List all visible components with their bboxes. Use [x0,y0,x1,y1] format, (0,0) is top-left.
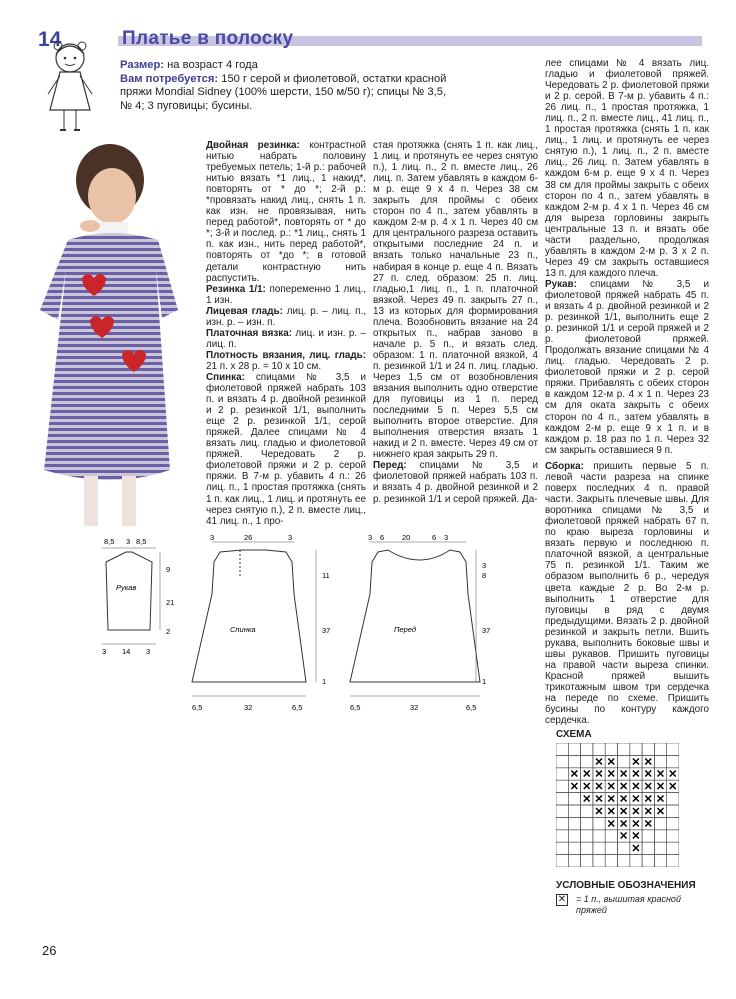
grid-cell [581,842,593,854]
paragraph [206,306,366,328]
stitch-mark: ✕ [631,843,641,856]
pattern-diagrams [80,530,510,720]
stitch-mark: ✕ [594,756,604,769]
paragraph [545,58,709,279]
section-text: контрастной нитью набрать половину требуемых петель; 1-й р.: рабочей нитью вязать *1 лиц., 1 накид*, повторять от * до *; 2-й р.: *провязать накид лиц., снять 1 п. как изн. не провязывая, нить перед работой*, повторять от * до *; 3-й и послед. р.: *1 лиц., снять 1 п. как изн., нить перед работой*, повторять от *до *; в готовой детали контрастную нить распустить. [206,140,366,284]
materials-value: 150 г серой и фиолетовой, остатки красной пряжи Mondial Sidney (100% шерсти, 150 м/50 г); спицы № 3,5, № 4; 3 пуговицы; бусины. [120,72,447,112]
grid-cell [618,755,630,767]
back-top-3: 3 [288,533,293,542]
stitch-mark: ✕ [618,830,629,843]
stitch-mark: ✕ [582,768,592,781]
section-label: Перед: [373,460,407,472]
back-bottom-1: 6,5 [192,703,203,712]
section-label: Сборка: [545,461,584,472]
paragraph [206,284,366,306]
stitch-mark: ✕ [594,781,604,794]
grid-cell [556,855,568,867]
section-text: лее спицами № 4 вязать лиц. гладью и фиолетовой пряжей. Чередовать 2 р. фиолетовой пряжи и 2 р. серой. В 7-м р. убавить 4 п.: 26 лиц. п., 1 простая протяжка, 1 лиц. п., 2 п. вместе лиц., 41 лиц. п., 1 простая протяжка (снять 1 п. как лиц., 1 лиц. и протянуть ее через снятую п.), 1 лиц. п., 2 п. вместе лиц., 26 лиц. п. Затем убавлять в каждом 6-м р. еще 9 х 4 п. Через 38 см для проймы закрыть с обеих сторон по 4 п., затем убавлять в каждом 2-м р. 4 х 1 п. Через 46 см для выреза горловины закрыть центральные 13 п. и вязать обе части раздельно, продолжая убавлять в каждом 2-м р. 3 х 2 п. Через 49 см закрыть оставшиеся 13 п. для каждого плеча. [545,58,709,279]
stitch-mark: ✕ [606,805,617,818]
paragraph [545,461,709,726]
stitch-mark: ✕ [606,781,617,794]
front-top-4: 6 [432,533,437,542]
paragraph [206,328,366,350]
front-right-1: 3 [482,561,487,570]
section-text: 21 п. х 28 р. = 10 х 10 см. [206,360,322,372]
stitch-mark: ✕ [594,793,604,806]
sleeve-top-2: 3 [126,537,131,546]
stitch-mark: ✕ [631,818,641,831]
dress-photo [30,140,198,526]
back-bottom-2: 32 [244,703,253,712]
grid-cell [593,830,605,842]
grid-cell [618,743,630,755]
sleeve-label: Рукав [116,583,137,592]
section-label: Спинка: [206,371,245,383]
stitch-mark: ✕ [668,768,678,781]
section-text: попеременно 1 лиц., 1 изн. [206,283,366,306]
grid-cell [581,755,593,767]
stitch-mark: ✕ [631,805,641,818]
section-label: Рукав: [545,278,577,290]
section-label: Лицевая гладь: [206,305,283,317]
paragraph [206,372,366,527]
sleeve-top-1: 8,5 [104,537,115,546]
grid-cell [667,793,679,805]
stitch-mark: ✕ [631,756,641,769]
grid-cell [667,817,679,829]
stitch-mark: ✕ [594,805,604,818]
grid-cell [654,830,666,842]
grid-cell [667,805,679,817]
back-right-2: 37 [322,626,331,635]
text-column-2 [373,140,538,505]
front-right-4: 1 [482,677,487,686]
front-top-1: 3 [368,533,373,542]
section-text: лиц. и изн. р. – лиц. п. [206,327,366,350]
grid-cell [605,830,617,842]
front-top-3: 20 [402,533,411,542]
stitch-mark: ✕ [606,768,617,781]
grid-cell [593,817,605,829]
stitch-mark: ✕ [631,781,641,794]
grid-cell [556,780,568,792]
text-column-3 [545,58,709,456]
stitch-mark: ✕ [606,793,617,806]
article-number: 14 [38,28,62,51]
grid-cell [654,842,666,854]
paragraph [373,140,538,460]
paragraph [206,140,366,284]
page-number: 26 [42,943,57,958]
grid-cell [642,743,654,755]
section-label: Платочная вязка: [206,327,293,339]
stitch-mark: ✕ [631,830,641,843]
text-column-1 [206,140,366,527]
front-diagram [350,533,490,712]
legend-title: УСЛОВНЫЕ ОБОЗНАЧЕНИЯ [556,880,696,891]
grid-cell [654,755,666,767]
section-text: пришить первые 5 п. левой части разреза на спинке поверх последних 4 п. правой части. Закрыть плечевые швы. Для воротника спицами № 3,5 и фиолетовой пряжей набрать 67 п. по краю выреза горловины и вязать первую и последнюю п. платочной вязкой, а центральные 75 п. резинкой 1/1. Таким же образом выполнить 6 р., чередуя цвета каждые 2 р. Во 2-м р. выполнить 1 отверстие для пуговицы в ряд с двумя предыдущими. Вязать 2 р. двойной резинкой и закрыть петли. Вшить рукава, выполнить боковые швы и швы рукавов. Пришить пуговицы на правой части выреза спинки. Красной пряжей вышить трикотажным швом три сердечка на переде по схеме. Пришить бусины по контуру каждого сердечка. [545,461,709,727]
front-top-2: 6 [380,533,385,542]
grid-cell [605,743,617,755]
front-bottom-1: 6,5 [350,703,361,712]
section-label: Двойная резинка: [206,140,300,151]
grid-cell [568,743,580,755]
back-right-1: 11 [322,571,330,580]
grid-cell [581,743,593,755]
stitch-mark: ✕ [655,768,666,781]
stitch-mark: ✕ [631,793,641,806]
grid-cell [642,842,654,854]
schema-title: СХЕМА [556,729,592,740]
sleeve-bottom-2: 14 [122,647,131,656]
page-title: Платье в полоску [122,28,294,49]
grid-cell [568,855,580,867]
size-label: Размер: [120,59,165,71]
grid-cell [667,830,679,842]
stitch-mark: ✕ [655,793,666,806]
grid-cell [605,842,617,854]
paragraph [373,460,538,504]
back-top-1: 3 [210,533,215,542]
grid-cell [568,842,580,854]
grid-cell [581,817,593,829]
grid-cell [642,855,654,867]
stitch-mark: ✕ [606,818,617,831]
grid-cell [593,842,605,854]
grid-cell [667,755,679,767]
stitch-mark: ✕ [618,805,629,818]
sleeve-diagram [102,537,174,656]
grid-cell [593,743,605,755]
cross-stitch-icon: ✕ [557,894,567,905]
section-label: Резинка 1/1: [206,283,266,295]
grid-cell [667,855,679,867]
grid-cell [630,855,642,867]
text-column-3-assembly [545,461,709,726]
stitch-mark: ✕ [618,768,629,781]
grid-cell [581,830,593,842]
grid-cell [556,743,568,755]
sleeve-top-3: 8,5 [136,537,147,546]
grid-cell [556,755,568,767]
stitch-mark: ✕ [618,793,629,806]
back-right-3: 1 [322,677,327,686]
grid-cell [618,855,630,867]
grid-cell [642,830,654,842]
stitch-mark: ✕ [569,781,580,794]
sleeve-bottom-1: 3 [102,647,107,656]
front-right-2: 8 [482,571,487,580]
grid-cell [556,830,568,842]
legend-text: = 1 п., вышитая красной пряжей [576,894,681,915]
section-text: стая протяжка (снять 1 п. как лиц., 1 лиц. и протянуть ее через снятую п.), 1 лиц. п., 2 п. вместе лиц., 26 лиц. п. Затем убавлять в каждом 6-м р. еще 9 х 4 п. Через 38 см закрыть для проймы с обеих сторон по 4 п., затем убавлять в каждом 2-м р. 4 х 1 п. Через 40 см для центрального разреза оставить открытыми последние 24 п. и вязать только начальные 23 п., набирая в конце р. еще 4 п. Вязать 27 п. след. образом: 25 п. лиц. гладью,1 лиц. п., 1 п. платочной вязкой. Через 49 п. закрыть 27 п., 13 из которых для формирования плеча. Возобновить вязание на 24 открытых п., набрав заново в начале р. 5 п., и вязать след. образом: 1 п. платочной вязкой, 4 п. резинкой 1/1 и 24 п. лиц. гладью. Через 1,5 см от возобновления вязания выполнить одно отверстие для пуговицы из 1 п. перед последними 5 п. Через 5,5 см выполнить второе отверстие. Для выполнения отверстия вязать 1 накид и 2 п. вместе. Через 49 см от нижнего края закрыть 29 п. [373,140,538,461]
section-text: спицами № 3,5 и фиолетовой пряжей набрать 103 п. и вязать 4 р. двойной резинкой и 2 р. резинкой 1/1, выполнить еще 2 р. резинкой 1/1, серой пряжей. Далее спицами № 4 вязать лиц. гладью и фиолетовой пряжей. Чередовать 2 р. фиолетовой пряжи и 2 р. серой пряжи. В 7-м р. убавить 4 п.: 26 лиц. п., 1 простая протяжка (снять 1 п. как лиц., 1 лиц. и протянуть ее через снятую п.), 2 п. вместе лиц., 41 лиц. п., 1 про- [206,371,367,527]
grid-cell [568,817,580,829]
stitch-mark: ✕ [643,756,653,769]
stitch-mark: ✕ [606,756,617,769]
section-label: Плотность вязания, лиц. гладь: [206,349,366,361]
front-right-3: 37 [482,626,491,635]
stitch-mark: ✕ [655,781,666,794]
stitch-mark: ✕ [668,781,678,794]
heart-chart-grid [556,743,679,867]
stitch-mark: ✕ [643,818,653,831]
stitch-mark: ✕ [643,805,653,818]
grid-cell [667,743,679,755]
stitch-mark: ✕ [618,818,629,831]
back-label: Спинка [230,625,256,634]
sleeve-right-2: 21 [166,598,175,607]
section-text: спицами № 3,5 и фиолетовой пряжей набрать 103 п. и вязать 4 р. двойной резинкой и 2 р. резинкой 1/1 и серой пряжей. Да- [373,460,538,505]
grid-cell [556,805,568,817]
stitch-mark: ✕ [569,768,580,781]
materials-label: Вам потребуется: [120,72,219,85]
stitch-mark: ✕ [631,768,641,781]
sleeve-right-1: 9 [166,565,171,574]
grid-cell [568,793,580,805]
front-bottom-3: 6,5 [466,703,477,712]
paragraph [206,350,366,372]
grid-cell [654,855,666,867]
grid-cell [593,855,605,867]
front-bottom-2: 32 [410,703,419,712]
section-text: спицами № 3,5 и фиолетовой пряжей набрать 45 п. и вязать 4 р. двойной резинкой и 2 р. резинкой 1/1, выполнить еще 2 р. резинкой 1/1 и серой пряжей и 2 р. фиолетовой пряжей. Продолжать вязание спицами № 4 лиц. гладью. Чередовать 2 р. фиолетовой пряжи и 2 р. серой пряжи. Прибавлять с обеих сторон в каждом 12-м р. 4 х 1 п. Через 23 см для оката закрыть с обеих сторон по 4 п., затем убавлять в каждом 2-м р. еще 9 х 1 п. и в каждом р. 18 раз по 1 п. Через 32 см закрыть оставшиеся 9 п. [545,278,709,456]
back-diagram [192,533,330,712]
sleeve-bottom-3: 3 [146,647,151,656]
sleeve-right-3: 2 [166,627,171,636]
grid-cell [581,805,593,817]
section-text: лиц. р. – лиц. п., изн. р. – изн. п. [206,305,366,328]
grid-cell [568,805,580,817]
front-top-5: 3 [444,533,449,542]
stitch-mark: ✕ [618,781,629,794]
size-value: на возраст 4 года [164,59,258,71]
stitch-mark: ✕ [582,781,592,794]
stitch-mark: ✕ [594,768,604,781]
grid-cell [667,842,679,854]
grid-cell [605,855,617,867]
grid-cell [654,743,666,755]
front-label: Перед [394,625,417,634]
stitch-mark: ✕ [643,768,653,781]
grid-cell [556,842,568,854]
intro-block [120,59,450,113]
grid-cell [581,855,593,867]
grid-cell [556,793,568,805]
stitch-mark: ✕ [655,805,666,818]
grid-cell [556,817,568,829]
stitch-mark: ✕ [582,793,592,806]
grid-cell [568,755,580,767]
grid-cell [654,817,666,829]
stitch-mark: ✕ [643,793,653,806]
grid-cell [556,768,568,780]
grid-cell [568,830,580,842]
girl-sketch-icon [20,30,110,140]
stitch-mark: ✕ [643,781,653,794]
back-bottom-3: 6,5 [292,703,303,712]
paragraph [545,279,709,456]
back-top-2: 26 [244,533,253,542]
grid-cell [630,743,642,755]
grid-cell [618,842,630,854]
